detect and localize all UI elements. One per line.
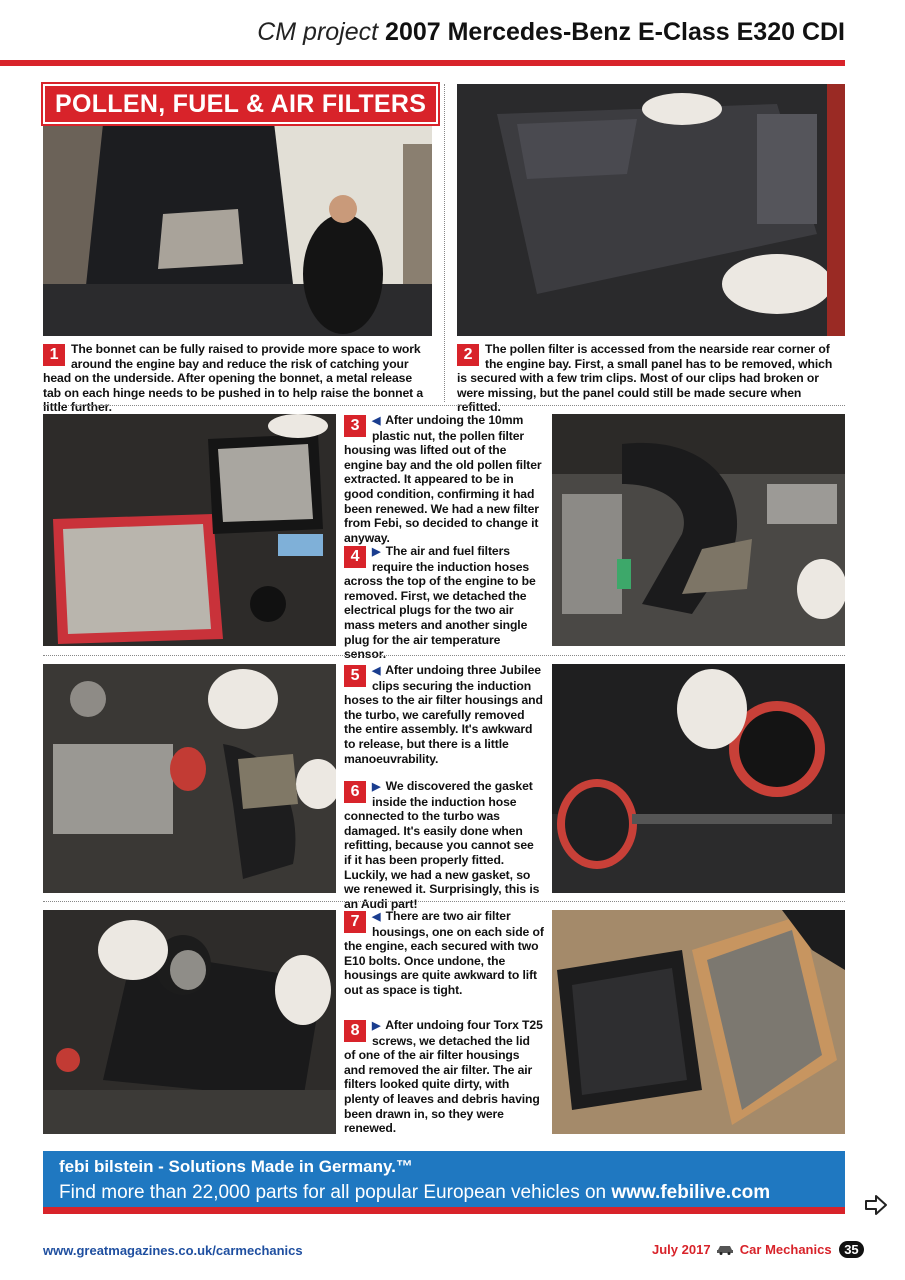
step-number-5: 5 xyxy=(344,665,366,687)
header-rule xyxy=(0,60,845,66)
advert-underline xyxy=(43,1207,845,1214)
right-arrow-icon: ▶ xyxy=(372,1020,381,1032)
left-arrow-icon: ◀ xyxy=(372,665,381,677)
step-number-2: 2 xyxy=(457,344,479,366)
section-title: POLLEN, FUEL & AIR FILTERS xyxy=(43,84,438,124)
advert-url-link[interactable]: www.febilive.com xyxy=(611,1182,771,1203)
divider xyxy=(43,405,845,406)
car-icon xyxy=(716,1243,734,1258)
caption-step-7 xyxy=(344,909,544,998)
caption-step-6 xyxy=(344,779,544,911)
step-text-2: The pollen filter is accessed from the nearside rear corner of the engine bay. First, a small panel has to be removed, which is secured with a few trim clips. Most of our clips had broken or were missing, but the panel could still be made secure when refitted. xyxy=(457,342,833,415)
right-arrow-icon: ▶ xyxy=(372,781,381,793)
caption-step-5 xyxy=(344,663,544,766)
photo-dirty-air-filter xyxy=(552,910,845,1134)
caption-step-8 xyxy=(344,1018,544,1136)
step-number-7: 7 xyxy=(344,911,366,933)
left-arrow-icon: ◀ xyxy=(372,911,381,923)
step-number-3: 3 xyxy=(344,415,366,437)
footer-issue-date: July 2017 xyxy=(652,1242,711,1257)
step-text-8: After undoing four Torx T25 screws, we detached the lid of one of the air filter housings and removed the air filter. The air filters looked quite dirty, with plenty of leaves and debris having been drawn in, so they were renewed. xyxy=(344,1018,543,1136)
step-text-7: There are two air filter housings, one on each side of the engine, each secured with two E10 bolts. Once undone, the housings are quite awkward to lift out as space is tight. xyxy=(344,909,544,997)
photo-air-filter-housing-lift xyxy=(43,910,336,1134)
advert-headline: febi bilstein - Solutions Made in Germany.™ xyxy=(59,1157,413,1176)
photo-pollen-panel xyxy=(457,84,845,336)
step-number-6: 6 xyxy=(344,781,366,803)
photo-damaged-gasket xyxy=(552,664,845,893)
page-header xyxy=(0,18,845,47)
step-number-1: 1 xyxy=(43,344,65,366)
divider xyxy=(43,901,845,902)
advert-body xyxy=(59,1182,770,1204)
page-number: 35 xyxy=(839,1241,863,1258)
next-page-arrow-icon[interactable] xyxy=(864,1194,888,1221)
step-number-8: 8 xyxy=(344,1020,366,1042)
caption-step-4 xyxy=(344,544,544,662)
divider xyxy=(444,84,445,402)
advert-banner[interactable] xyxy=(43,1151,845,1207)
left-arrow-icon: ◀ xyxy=(372,415,381,427)
footer-magazine-name: Car Mechanics xyxy=(739,1242,832,1257)
header-title: 2007 Mercedes-Benz E-Class E320 CDI xyxy=(385,18,845,46)
caption-step-3 xyxy=(344,413,544,545)
advert-body-text: Find more than 22,000 parts for all popular European vehicles on xyxy=(59,1182,612,1203)
photo-pollen-filter-housing xyxy=(43,414,336,646)
right-arrow-icon: ▶ xyxy=(372,546,381,558)
footer-issue-info xyxy=(652,1241,864,1258)
step-text-3: After undoing the 10mm plastic nut, the pollen filter housing was lifted out of the engine bay and the old pollen filter extracted. It appeared to be in good condition, confirming it had been renewed. We had a new filter from Febi, so decided to change it anyway. xyxy=(344,413,542,545)
step-text-5: After undoing three Jubilee clips securing the induction hoses to the air filter housings and the turbo, we carefully removed the entire assembly. It's awkward to release, but there is a little manoeuvrability. xyxy=(344,663,543,766)
photo-hose-assembly-removed xyxy=(43,664,336,893)
photo-induction-hoses xyxy=(552,414,845,646)
step-text-1: The bonnet can be fully raised to provide more space to work around the engine bay and reduce the risk of catching your head on the underside. After opening the bonnet, a metal release tab on each hinge needs to be pushed in to help raise the bonnet a little further. xyxy=(43,342,424,415)
step-text-4: The air and fuel filters require the induction hoses across the top of the engine to be removed. First, we detached the electrical plugs for the two air mass meters and another single plug for the air temperature sensor. xyxy=(344,544,536,662)
step-text-6: We discovered the gasket inside the induction hose connected to the turbo was damaged. It's easily done when refitting, because you cannot see if it has been properly fitted. Luckily, we had a new gasket, so we renewed it. Surprisingly, this is an Audi part! xyxy=(344,779,540,911)
step-number-4: 4 xyxy=(344,546,366,568)
divider xyxy=(43,655,845,656)
footer-website-link[interactable]: www.greatmagazines.co.uk/carmechanics xyxy=(43,1243,303,1258)
header-prefix: CM project xyxy=(257,18,379,46)
